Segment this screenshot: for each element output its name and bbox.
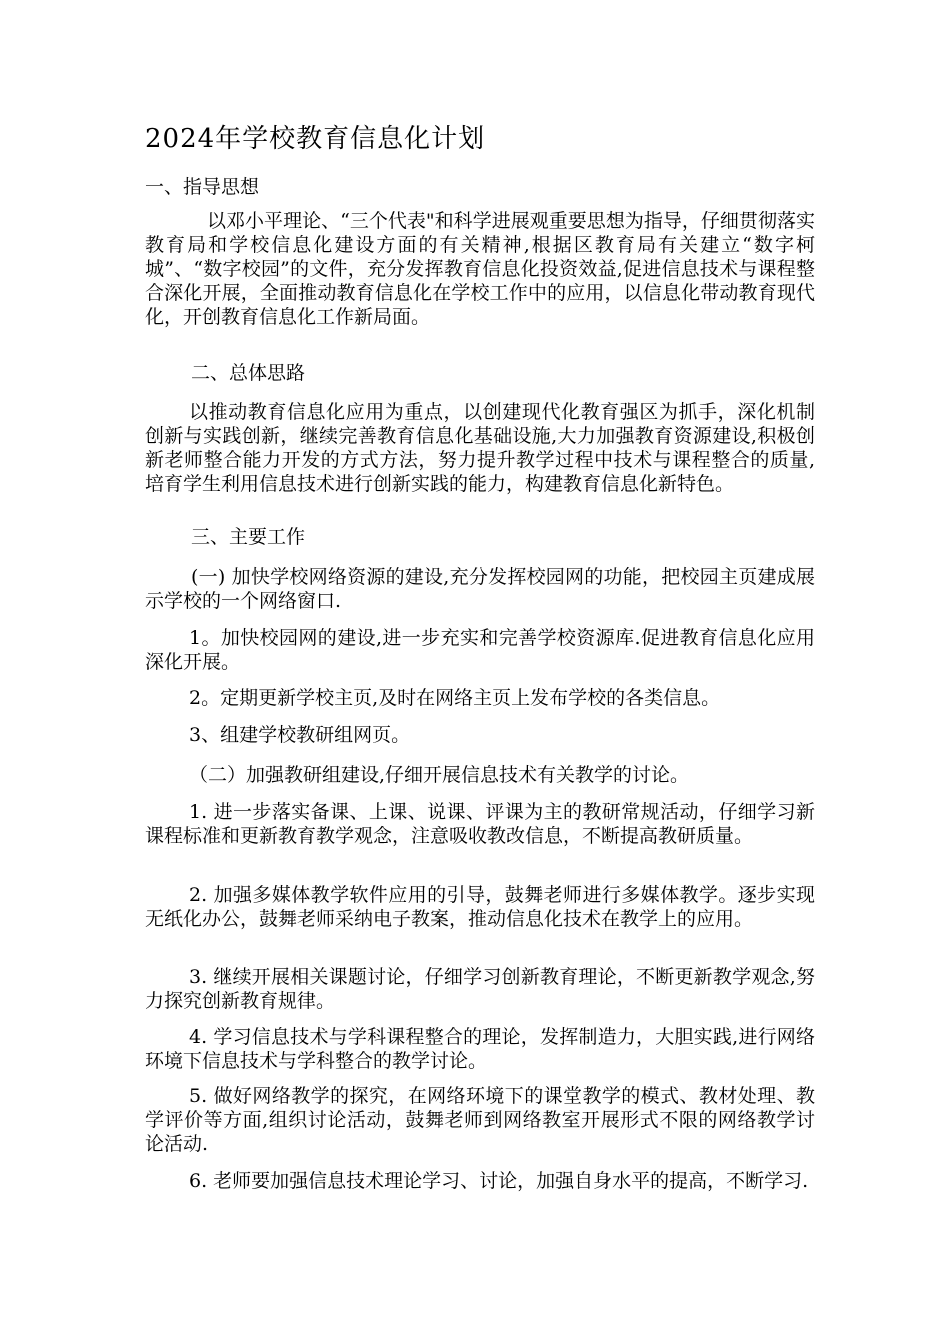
list-item: 1。加快校园网的建设,进一步充实和完善学校资源库.促进教育信息化应用深化开展。 — [145, 627, 815, 673]
list-item: 1. 进一步落实备课、上课、说课、评课为主的教研常规活动，仔细学习新课程标准和更新教育教学观念，注意吸收教改信息，不断提高教研质量。 — [145, 801, 815, 847]
paragraph-guiding-ideology: 以邓小平理论、“三个代表"和科学进展观重要思想为指导，仔细贯彻落实教育局和学校信息化建设方面的有关精神,根据区教育局有关建立“数字柯城”、“数字校园”的文件，充分发挥教育信息化投资效益,促进信息技术与课程整合深化开展，全面推动教育信息化在学校工作中的应用，以信息化带动教育现代化，开创教育信息化工作新局面。 — [145, 210, 815, 328]
list-item: 3. 继续开展相关课题讨论，仔细学习创新教育理论，不断更新教学观念,努力探究创新教育规律。 — [145, 966, 815, 1012]
list-item: 3、组建学校教研组网页。 — [189, 724, 411, 746]
paragraph-overall-approach: 以推动教育信息化应用为重点，以创建现代化教育强区为抓手，深化机制创新与实践创新，继续完善教育信息化基础设施,大力加强教育资源建设,积极创新老师整合能力开发的方式方法，努力提升教学过程中技术与课程整合的质量,培育学生利用信息技术进行创新实践的能力，构建教育信息化新特色。 — [145, 401, 815, 495]
list-item: 6. 老师要加强信息技术理论学习、讨论，加强自身水平的提高，不断学习. — [189, 1170, 809, 1192]
list-item: 4. 学习信息技术与学科课程整合的理论，发挥制造力，大胆实践,进行网络环境下信息技术与学科整合的教学讨论。 — [145, 1026, 815, 1072]
section-heading-overall-approach: 二、总体思路 — [191, 362, 306, 384]
section-heading-guiding-ideology: 一、指导思想 — [145, 176, 260, 198]
list-item: 2。定期更新学校主页,及时在网络主页上发布学校的各类信息。 — [189, 687, 721, 709]
subsection-heading-network-resources: (一) 加快学校网络资源的建设,充分发挥校园网的功能，把校园主页建成展示学校的一个网络窗口. — [145, 566, 815, 612]
list-item: 2. 加强多媒体教学软件应用的引导，鼓舞老师进行多媒体教学。逐步实现无纸化办公，鼓舞老师采纳电子教案，推动信息化技术在教学上的应用。 — [145, 884, 815, 930]
document-title: 2024年学校教育信息化计划 — [145, 124, 486, 154]
subsection-heading-teaching-research: （二）加强教研组建设,仔细开展信息技术有关教学的讨论。 — [189, 764, 690, 786]
section-heading-main-work: 三、主要工作 — [191, 526, 306, 548]
list-item: 5. 做好网络教学的探究，在网络环境下的课堂教学的模式、教材处理、教学评价等方面,组织讨论活动，鼓舞老师到网络教室开展形式不限的网络教学讨论活动. — [145, 1085, 815, 1155]
